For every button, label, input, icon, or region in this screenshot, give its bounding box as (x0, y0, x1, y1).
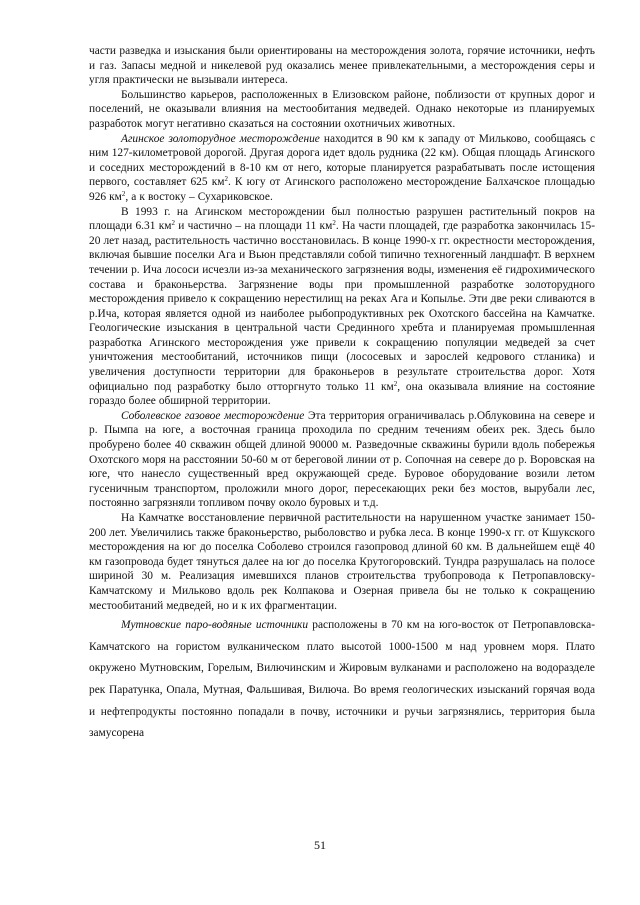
paragraph-text: В 1993 г. на Агинском месторождении был полностью разрушен растительный покров на площади 6.31 км (89, 205, 595, 233)
paragraph-text: расположены в 70 км на юго-восток от Петропавловска-Камчатского на гористом вулканическом плато высотой 1000-1500 м над уровнем моря. Плато окружено Мутновским, Горелым, Вилючинским и Жировым вулканами и расположено на водоразделе рек Паратунка, Опала, Мутная, Фальшивая, Вилюча. Во время геологических изысканий горячая вода и нефтепродукты постоянно попадали в почву, источники и ручьи загрязнялись, территория была замусорена (89, 619, 595, 740)
paragraph-aginskoe-deposit (89, 132, 595, 205)
paragraph-text: . К югу от Агинского расположено месторождение Балхачское площадью 926 км (89, 176, 595, 203)
paragraph-text: находится в 90 км к западу от Мильково, сообщаясь с ним 127-километровой дорогой. Другая дорога идет вдоль рудника (22 км). Общая площадь Агинского и соседних месторождений в 8-10 км от него, которые планируется разрабатывать после истощения первого, составляет 625 км (89, 132, 595, 189)
section-title-aginskoe: Агинское золоторудное месторождение (121, 132, 320, 145)
paragraph-vegetation-recovery (89, 511, 595, 613)
section-title-sobolevskoe: Соболевское газовое месторождение (121, 409, 305, 422)
paragraph-text: части разведка и изыскания были ориентированы на месторождения золота, горячие источники, нефть и газ. Запасы медной и никелевой руд оказались менее привлекательными, а месторождения серы и угля практически не вызывали интереса. (89, 45, 595, 87)
superscript: 2 (393, 379, 398, 388)
page-body (89, 44, 595, 745)
paragraph-text: Большинство карьеров, расположенных в Елизовском районе, поблизости от крупных дорог и поселений, не оказывали влияния на местообитания медведей. Однако некоторые из планируемых разработок могут негативно сказаться на состоянии охотничьих животных. (89, 88, 595, 130)
paragraph-text: . На части площадей, где разработка закончилась 15-20 лет назад, растительность частично восстановилась. В конце 1990-х гг. окрестности месторождения, включая бывшие поселки Ага и Вьюн представляли собой типично техногенный ландшафт. В верхнем течении р. Ича лососи исчезли из-за механического загрязнения воды, изменения её гидрохимического состава и браконьерства. Загрязнение воды при промышленной разработке золоторудного месторождения привело к сокращению нерестилищ на реках Ага и Копылье. Эти две реки сливаются в р.Ича, которая является одной из наиболее рыбопродуктивных рек Охотского бассейна на Камчатке. Геологические изыскания в центральной части Срединного хребта и планируемая промышленная разработка Агинского месторождения уже привели к сокращению популяции медведей за счет уничтожения местообитаний, источников пищи (лососевых и зарослей кедрового стланика) и увеличения доступности территории для браконьеров в результате строительства дорог. Хотя официально под разработку было отторгнуто только 11 км (89, 220, 596, 393)
paragraph-exploration (89, 44, 595, 88)
paragraph-text: , она оказывала влияние на состояние гораздо более обширной территории. (89, 380, 595, 408)
superscript: 2 (224, 175, 228, 184)
page-number: 51 (314, 838, 326, 852)
superscript: 2 (171, 219, 175, 228)
superscript: 2 (332, 219, 336, 228)
paragraph-text: На Камчатке восстановление первичной растительности на нарушенном участке занимает 150-200 лет. Увеличились также браконьерство, рыболовство и рубка леса. В конце 1990-х гг. от Кшукского месторождения на юг до поселка Соболево строился газопровод длиной 60 км. В дальнейшем ещё 40 км газопровода будет тянуться далее на юг до поселка Крутогоровский. Тундра разрушалась на полосе шириной 30 м. Реализация имевшихся планов строительства трубопровода к Петропавловску-Камчатскому и Мильково вдоль рек Колпакова и Озерная привела бы не только к сокращению местообитаний медведей, но и к их фрагментации. (89, 512, 595, 612)
paragraph-aginskoe-impact (89, 205, 595, 409)
paragraph-sobolevskoe-gas (89, 409, 595, 511)
superscript: 2 (121, 189, 126, 198)
paragraph-text: , а к востоку – Сухариковское. (125, 190, 273, 203)
paragraph-text: и частично – на площади 11 км (174, 220, 333, 233)
paragraph-text: Эта территория ограничивалась р.Облуковина на севере и р. Пымпа на юге, а восточная граница проходила по средним течениям обеих рек. Здесь было пробурено более 40 скважин общей длиной 90000 м. Разведочные скважины бурили вдоль побережья Охотского моря на расстоянии 50-60 м от береговой линии от р. Сопочная на севере до р. Воровская на юге, что нанесло существенный вред окружающей среде. Буровое оборудование возили летом гусеничным транспортом, проложили много дорог, пересекающих реки без мостов, вырубали лес, постоянно загрязняли топливом почву около буровых и т.д. (89, 409, 595, 510)
section-title-mutnovskie: Мутновские паро-водяные источники (121, 619, 309, 632)
paragraph-mutnovskie-springs (89, 615, 595, 745)
paragraph-quarries (89, 88, 595, 132)
